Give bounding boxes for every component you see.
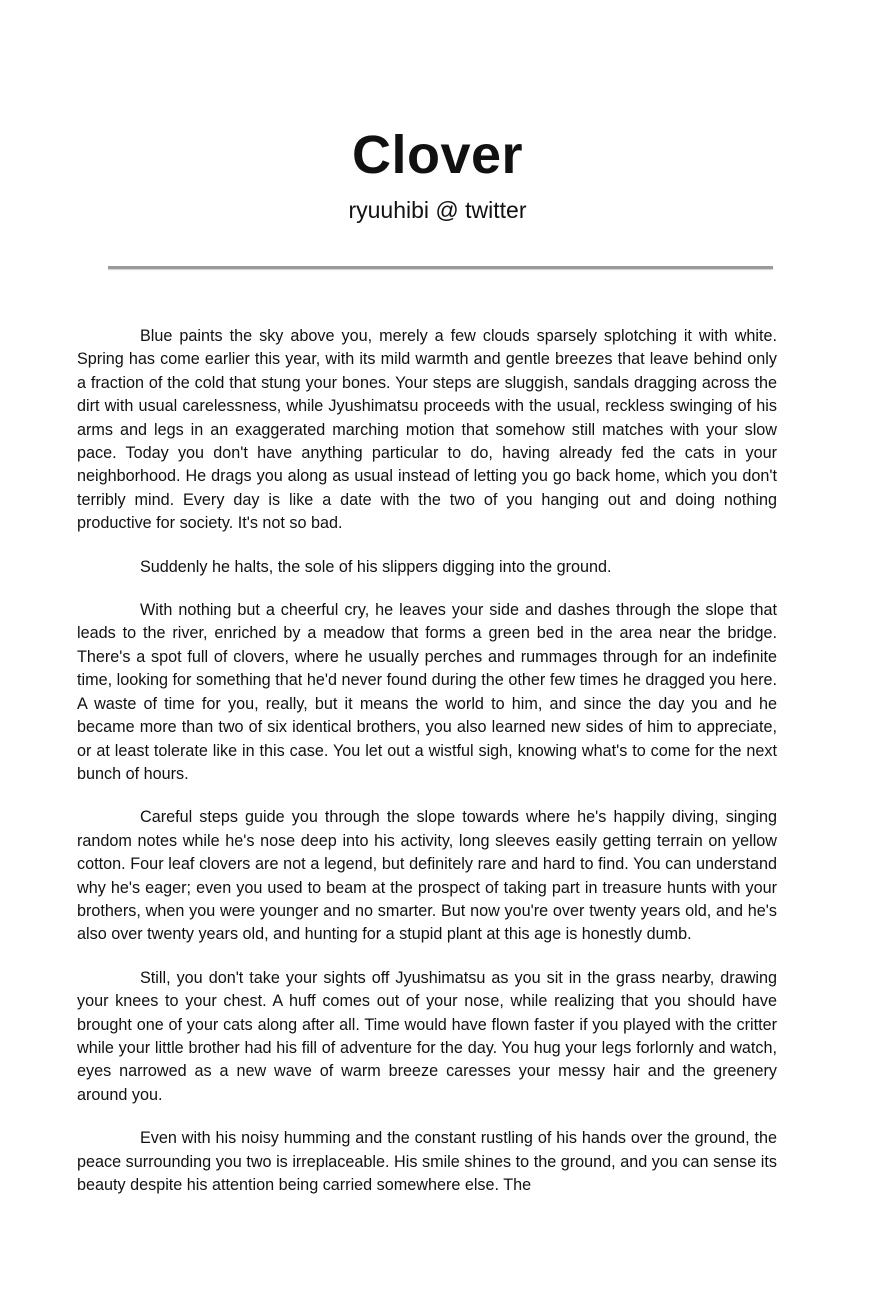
paragraph: Suddenly he halts, the sole of his slippers digging into the ground. (140, 557, 612, 576)
paragraph: Even with his noisy humming and the constant rustling of his hands over the ground, the peace surrounding you two is irreplaceable. His smile shines to the ground, and you can sense its beauty despite his attention being carried somewhere else. The (77, 1129, 777, 1194)
document-body (77, 325, 777, 1217)
document-title: Clover (351, 125, 524, 185)
paragraph: Careful steps guide you through the slope towards where he's happily diving, singing random notes while he's nose deep into his activity, long sleeves easily getting terrain on yellow cotton. Four leaf clovers are not a legend, but definitely rare and hard to find. You can understand why he's eager; even you used to beam at the prospect of taking part in treasure hunts with your brothers, when you were younger and no smarter. But now you're over twenty years old, and he's also over twenty years old, and hunting for a stupid plant at this age is honestly dumb. (77, 808, 777, 944)
paragraph: Still, you don't take your sights off Jyushimatsu as you sit in the grass nearby, drawing your knees to your chest. A huff comes out of your nose, while realizing that you should have brought one of your cats along after all. Time would have flown faster if you played with the critter while your little brother had his fill of adventure for the day. You hug your legs forlornly and watch, eyes narrowed as a new wave of warm breeze caresses your messy hair and the greenery around you. (77, 968, 777, 1104)
document-author: ryuuhibi @ twitter (348, 197, 527, 223)
paragraph: With nothing but a cheerful cry, he leaves your side and dashes through the slope that leads to the river, enriched by a meadow that forms a green bed in the area near the bridge. There's a spot full of clovers, where he usually perches and rummages through for an indefinite time, looking for something that he'd never found during the other few times he dragged you here. A waste of time for you, really, but it means the world to him, and since the day you and he became more than two of six identical brothers, you also learned new sides of him to appreciate, or at least tolerate like in this case. You let out a wistful sigh, knowing what's to come for the next bunch of hours. (77, 601, 777, 783)
paragraph: Blue paints the sky above you, merely a few clouds sparsely splotching it with white. Spring has come earlier this year, with its mild warmth and gentle breezes that leave behind only a fraction of the cold that stung your bones. Your steps are sluggish, sandals dragging across the dirt with usual carelessness, while Jyushimatsu proceeds with the usual, reckless swinging of his arms and legs in an exaggerated marching motion that somehow still matches with your slow pace. Today you don't have anything particular to do, having already fed the cats in your neighborhood. He drags you along as usual instead of letting you go back home, which you don't terribly mind. Every day is like a date with the two of you hanging out and doing nothing productive for society. It's not so bad. (77, 327, 777, 533)
title-divider (108, 266, 773, 269)
